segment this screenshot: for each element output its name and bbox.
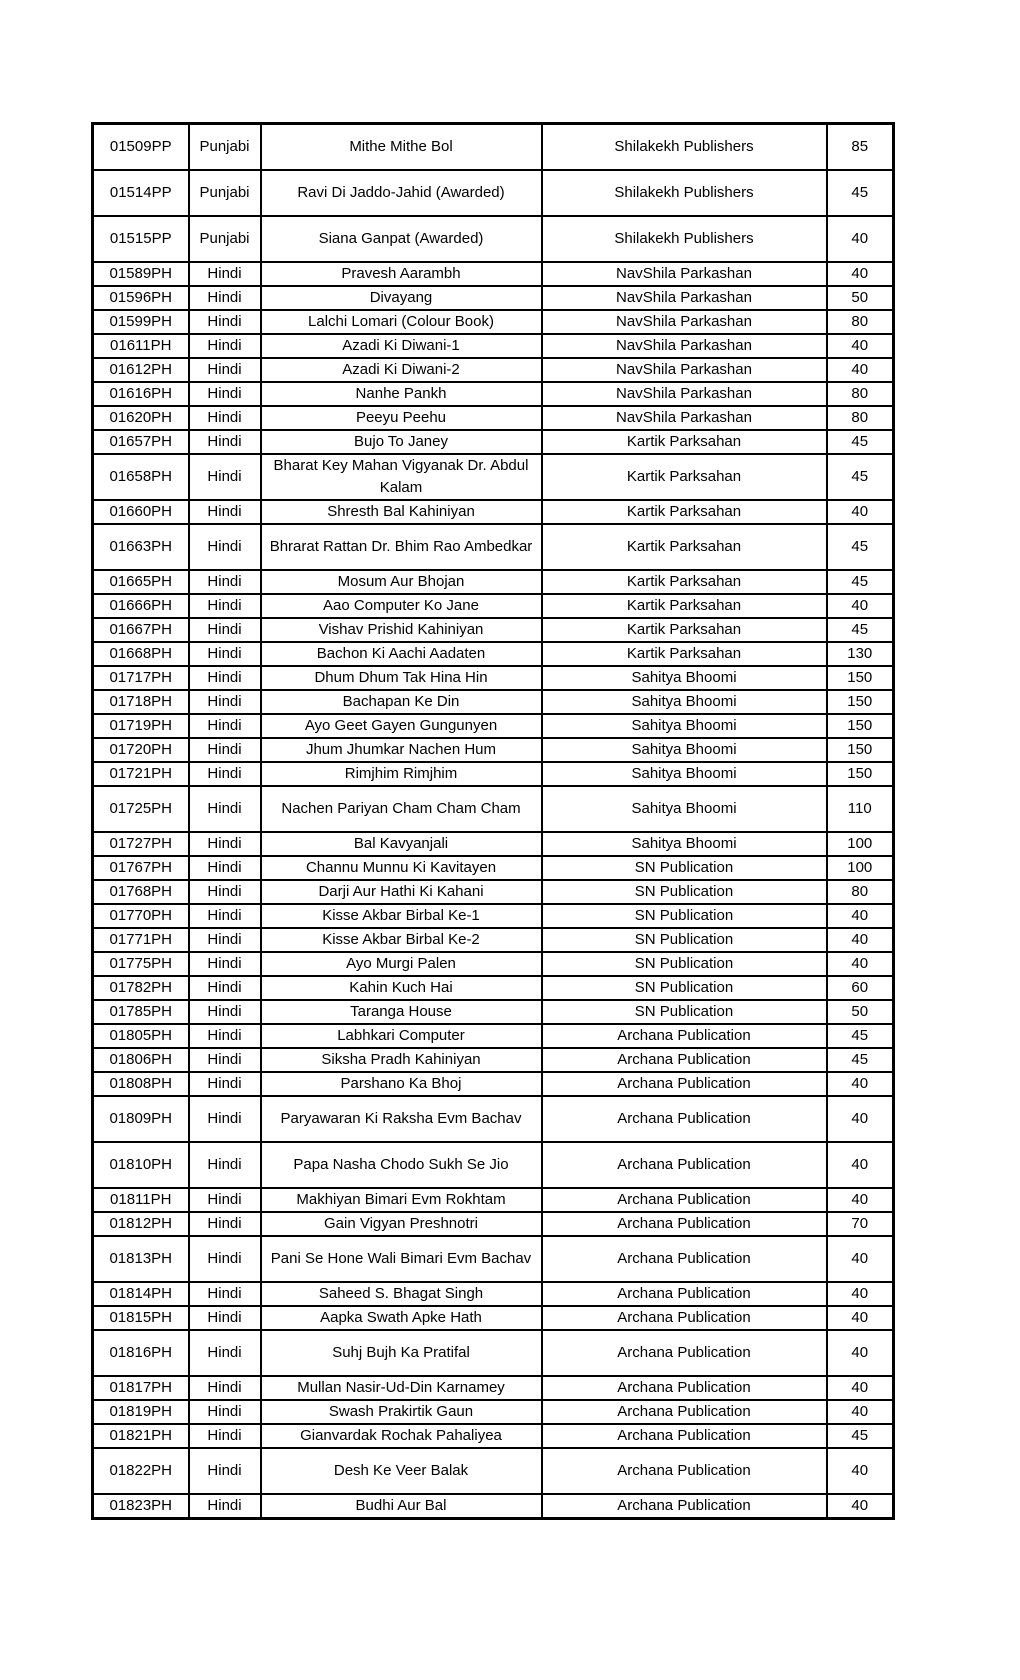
book-title-cell: Lalchi Lomari (Colour Book) <box>261 310 542 334</box>
price-cell: 45 <box>827 1048 894 1072</box>
book-title-cell: Aao Computer Ko Jane <box>261 594 542 618</box>
price-cell: 100 <box>827 832 894 856</box>
language-cell: Hindi <box>189 666 261 690</box>
table-row <box>93 976 894 1000</box>
book-code-cell: 01720PH <box>93 738 189 762</box>
language-cell: Punjabi <box>189 124 261 171</box>
price-cell: 100 <box>827 856 894 880</box>
table-row <box>93 1000 894 1024</box>
table-row <box>93 690 894 714</box>
book-code-cell: 01721PH <box>93 762 189 786</box>
table-row <box>93 570 894 594</box>
language-cell: Hindi <box>189 714 261 738</box>
language-cell: Hindi <box>189 524 261 570</box>
language-cell: Hindi <box>189 334 261 358</box>
price-cell: 45 <box>827 430 894 454</box>
book-code-cell: 01809PH <box>93 1096 189 1142</box>
publisher-cell: Sahitya Bhoomi <box>542 832 827 856</box>
price-cell: 40 <box>827 594 894 618</box>
language-cell: Hindi <box>189 1072 261 1096</box>
language-cell: Hindi <box>189 856 261 880</box>
language-cell: Hindi <box>189 310 261 334</box>
publisher-cell: Sahitya Bhoomi <box>542 762 827 786</box>
table-row <box>93 904 894 928</box>
publisher-cell: Kartik Parksahan <box>542 524 827 570</box>
price-cell: 70 <box>827 1212 894 1236</box>
publisher-cell: Archana Publication <box>542 1142 827 1188</box>
table-row <box>93 382 894 406</box>
language-cell: Hindi <box>189 382 261 406</box>
book-title-cell: Kahin Kuch Hai <box>261 976 542 1000</box>
price-cell: 150 <box>827 738 894 762</box>
publisher-cell: NavShila Parkashan <box>542 334 827 358</box>
publisher-cell: Archana Publication <box>542 1096 827 1142</box>
language-cell: Hindi <box>189 1306 261 1330</box>
table-row <box>93 1330 894 1376</box>
book-title-cell: Mullan Nasir-Ud-Din Karnamey <box>261 1376 542 1400</box>
book-code-cell: 01805PH <box>93 1024 189 1048</box>
book-title-cell: Mithe Mithe Bol <box>261 124 542 171</box>
table-row <box>93 880 894 904</box>
book-code-cell: 01768PH <box>93 880 189 904</box>
book-code-cell: 01822PH <box>93 1448 189 1494</box>
table-row <box>93 1096 894 1142</box>
language-cell: Hindi <box>189 1212 261 1236</box>
book-title-cell: Paryawaran Ki Raksha Evm Bachav <box>261 1096 542 1142</box>
publisher-cell: Shilakekh Publishers <box>542 124 827 171</box>
publisher-cell: NavShila Parkashan <box>542 406 827 430</box>
price-cell: 50 <box>827 1000 894 1024</box>
language-cell: Hindi <box>189 286 261 310</box>
price-cell: 45 <box>827 454 894 500</box>
price-cell: 40 <box>827 358 894 382</box>
price-cell: 60 <box>827 976 894 1000</box>
book-code-cell: 01817PH <box>93 1376 189 1400</box>
language-cell: Hindi <box>189 928 261 952</box>
publisher-cell: Archana Publication <box>542 1448 827 1494</box>
book-title-cell: Budhi Aur Bal <box>261 1494 542 1519</box>
book-code-cell: 01725PH <box>93 786 189 832</box>
price-cell: 110 <box>827 786 894 832</box>
book-title-cell: Saheed S. Bhagat Singh <box>261 1282 542 1306</box>
language-cell: Hindi <box>189 1024 261 1048</box>
book-title-cell: Darji Aur Hathi Ki Kahani <box>261 880 542 904</box>
publisher-cell: NavShila Parkashan <box>542 310 827 334</box>
price-cell: 45 <box>827 1424 894 1448</box>
publisher-cell: NavShila Parkashan <box>542 358 827 382</box>
book-code-cell: 01667PH <box>93 618 189 642</box>
publisher-cell: Sahitya Bhoomi <box>542 714 827 738</box>
book-title-cell: Desh Ke Veer Balak <box>261 1448 542 1494</box>
publisher-cell: Archana Publication <box>542 1188 827 1212</box>
publisher-cell: SN Publication <box>542 976 827 1000</box>
book-title-cell: Pani Se Hone Wali Bimari Evm Bachav <box>261 1236 542 1282</box>
publisher-cell: Archana Publication <box>542 1376 827 1400</box>
table-row <box>93 262 894 286</box>
book-title-cell: Bal Kavyanjali <box>261 832 542 856</box>
book-list-body <box>93 124 894 1519</box>
publisher-cell: Sahitya Bhoomi <box>542 690 827 714</box>
language-cell: Punjabi <box>189 216 261 262</box>
book-title-cell: Rimjhim Rimjhim <box>261 762 542 786</box>
book-code-cell: 01823PH <box>93 1494 189 1519</box>
book-code-cell: 01815PH <box>93 1306 189 1330</box>
publisher-cell: NavShila Parkashan <box>542 262 827 286</box>
book-title-cell: Azadi Ki Diwani-1 <box>261 334 542 358</box>
book-code-cell: 01589PH <box>93 262 189 286</box>
book-title-cell: Siksha Pradh Kahiniyan <box>261 1048 542 1072</box>
table-row <box>93 762 894 786</box>
price-cell: 40 <box>827 1330 894 1376</box>
price-cell: 40 <box>827 1400 894 1424</box>
publisher-cell: SN Publication <box>542 928 827 952</box>
book-code-cell: 01596PH <box>93 286 189 310</box>
book-title-cell: Bharat Key Mahan Vigyanak Dr. Abdul Kalam <box>261 454 542 500</box>
price-cell: 45 <box>827 1024 894 1048</box>
book-code-cell: 01657PH <box>93 430 189 454</box>
table-row <box>93 594 894 618</box>
book-title-cell: Bachapan Ke Din <box>261 690 542 714</box>
table-row <box>93 454 894 500</box>
price-cell: 45 <box>827 524 894 570</box>
book-title-cell: Suhj Bujh Ka Pratifal <box>261 1330 542 1376</box>
book-title-cell: Papa Nasha Chodo Sukh Se Jio <box>261 1142 542 1188</box>
book-code-cell: 01816PH <box>93 1330 189 1376</box>
language-cell: Hindi <box>189 406 261 430</box>
language-cell: Hindi <box>189 1448 261 1494</box>
publisher-cell: SN Publication <box>542 856 827 880</box>
table-row <box>93 832 894 856</box>
publisher-cell: Archana Publication <box>542 1424 827 1448</box>
price-cell: 40 <box>827 1448 894 1494</box>
book-title-cell: Peeyu Peehu <box>261 406 542 430</box>
table-row <box>93 500 894 524</box>
table-row <box>93 1142 894 1188</box>
table-row <box>93 170 894 216</box>
language-cell: Hindi <box>189 1096 261 1142</box>
price-cell: 40 <box>827 1188 894 1212</box>
publisher-cell: Archana Publication <box>542 1048 827 1072</box>
language-cell: Hindi <box>189 1188 261 1212</box>
price-cell: 150 <box>827 666 894 690</box>
book-title-cell: Nachen Pariyan Cham Cham Cham <box>261 786 542 832</box>
table-row <box>93 714 894 738</box>
book-code-cell: 01514PP <box>93 170 189 216</box>
language-cell: Hindi <box>189 262 261 286</box>
language-cell: Hindi <box>189 430 261 454</box>
language-cell: Hindi <box>189 1282 261 1306</box>
table-row <box>93 406 894 430</box>
book-title-cell: Shresth Bal Kahiniyan <box>261 500 542 524</box>
publisher-cell: SN Publication <box>542 1000 827 1024</box>
price-cell: 40 <box>827 1096 894 1142</box>
price-cell: 45 <box>827 618 894 642</box>
book-code-cell: 01658PH <box>93 454 189 500</box>
book-title-cell: Channu Munnu Ki Kavitayen <box>261 856 542 880</box>
price-cell: 80 <box>827 406 894 430</box>
book-code-cell: 01808PH <box>93 1072 189 1096</box>
publisher-cell: Kartik Parksahan <box>542 430 827 454</box>
book-title-cell: Divayang <box>261 286 542 310</box>
publisher-cell: Kartik Parksahan <box>542 500 827 524</box>
table-row <box>93 1048 894 1072</box>
book-code-cell: 01810PH <box>93 1142 189 1188</box>
language-cell: Hindi <box>189 1424 261 1448</box>
language-cell: Hindi <box>189 832 261 856</box>
book-code-cell: 01775PH <box>93 952 189 976</box>
language-cell: Hindi <box>189 738 261 762</box>
table-row <box>93 1188 894 1212</box>
book-code-cell: 01785PH <box>93 1000 189 1024</box>
language-cell: Hindi <box>189 1236 261 1282</box>
publisher-cell: SN Publication <box>542 904 827 928</box>
table-row <box>93 1494 894 1519</box>
language-cell: Hindi <box>189 358 261 382</box>
book-title-cell: Kisse Akbar Birbal Ke-1 <box>261 904 542 928</box>
price-cell: 50 <box>827 286 894 310</box>
table-row <box>93 856 894 880</box>
book-title-cell: Nanhe Pankh <box>261 382 542 406</box>
price-cell: 150 <box>827 762 894 786</box>
price-cell: 40 <box>827 500 894 524</box>
price-cell: 85 <box>827 124 894 171</box>
publisher-cell: Kartik Parksahan <box>542 618 827 642</box>
price-cell: 80 <box>827 310 894 334</box>
table-row <box>93 1448 894 1494</box>
book-list-table <box>91 122 895 1520</box>
table-row <box>93 1282 894 1306</box>
book-title-cell: Ayo Geet Gayen Gungunyen <box>261 714 542 738</box>
price-cell: 40 <box>827 1494 894 1519</box>
price-cell: 80 <box>827 382 894 406</box>
book-title-cell: Dhum Dhum Tak Hina Hin <box>261 666 542 690</box>
publisher-cell: NavShila Parkashan <box>542 286 827 310</box>
language-cell: Hindi <box>189 594 261 618</box>
publisher-cell: Sahitya Bhoomi <box>542 738 827 762</box>
table-row <box>93 1400 894 1424</box>
price-cell: 40 <box>827 952 894 976</box>
book-code-cell: 01665PH <box>93 570 189 594</box>
table-row <box>93 1236 894 1282</box>
price-cell: 40 <box>827 1306 894 1330</box>
book-title-cell: Swash Prakirtik Gaun <box>261 1400 542 1424</box>
publisher-cell: Archana Publication <box>542 1236 827 1282</box>
book-code-cell: 01515PP <box>93 216 189 262</box>
book-title-cell: Kisse Akbar Birbal Ke-2 <box>261 928 542 952</box>
book-title-cell: Bhrarat Rattan Dr. Bhim Rao Ambedkar <box>261 524 542 570</box>
book-code-cell: 01668PH <box>93 642 189 666</box>
table-row <box>93 928 894 952</box>
table-row <box>93 216 894 262</box>
price-cell: 45 <box>827 170 894 216</box>
book-code-cell: 01811PH <box>93 1188 189 1212</box>
language-cell: Hindi <box>189 1142 261 1188</box>
table-row <box>93 642 894 666</box>
publisher-cell: NavShila Parkashan <box>542 382 827 406</box>
book-code-cell: 01719PH <box>93 714 189 738</box>
price-cell: 40 <box>827 334 894 358</box>
publisher-cell: Archana Publication <box>542 1330 827 1376</box>
price-cell: 40 <box>827 928 894 952</box>
language-cell: Hindi <box>189 500 261 524</box>
table-row <box>93 430 894 454</box>
price-cell: 40 <box>827 1072 894 1096</box>
book-title-cell: Azadi Ki Diwani-2 <box>261 358 542 382</box>
book-code-cell: 01813PH <box>93 1236 189 1282</box>
book-title-cell: Aapka Swath Apke Hath <box>261 1306 542 1330</box>
book-title-cell: Bujo To Janey <box>261 430 542 454</box>
language-cell: Hindi <box>189 642 261 666</box>
table-row <box>93 618 894 642</box>
table-row <box>93 786 894 832</box>
publisher-cell: Archana Publication <box>542 1282 827 1306</box>
table-row <box>93 1072 894 1096</box>
table-row <box>93 1306 894 1330</box>
publisher-cell: Shilakekh Publishers <box>542 216 827 262</box>
price-cell: 40 <box>827 1142 894 1188</box>
table-row <box>93 358 894 382</box>
price-cell: 40 <box>827 1376 894 1400</box>
book-title-cell: Gain Vigyan Preshnotri <box>261 1212 542 1236</box>
publisher-cell: Archana Publication <box>542 1212 827 1236</box>
book-title-cell: Vishav Prishid Kahiniyan <box>261 618 542 642</box>
book-code-cell: 01509PP <box>93 124 189 171</box>
table-row <box>93 1424 894 1448</box>
book-title-cell: Makhiyan Bimari Evm Rokhtam <box>261 1188 542 1212</box>
price-cell: 150 <box>827 690 894 714</box>
book-code-cell: 01616PH <box>93 382 189 406</box>
table-row <box>93 310 894 334</box>
book-title-cell: Taranga House <box>261 1000 542 1024</box>
book-code-cell: 01770PH <box>93 904 189 928</box>
publisher-cell: Kartik Parksahan <box>542 642 827 666</box>
publisher-cell: Archana Publication <box>542 1306 827 1330</box>
price-cell: 45 <box>827 570 894 594</box>
book-title-cell: Labhkari Computer <box>261 1024 542 1048</box>
language-cell: Hindi <box>189 880 261 904</box>
book-title-cell: Jhum Jhumkar Nachen Hum <box>261 738 542 762</box>
publisher-cell: Archana Publication <box>542 1024 827 1048</box>
language-cell: Hindi <box>189 570 261 594</box>
book-title-cell: Siana Ganpat (Awarded) <box>261 216 542 262</box>
publisher-cell: Archana Publication <box>542 1400 827 1424</box>
publisher-cell: Kartik Parksahan <box>542 570 827 594</box>
language-cell: Hindi <box>189 952 261 976</box>
publisher-cell: Shilakekh Publishers <box>542 170 827 216</box>
publisher-cell: Sahitya Bhoomi <box>542 786 827 832</box>
book-code-cell: 01718PH <box>93 690 189 714</box>
language-cell: Hindi <box>189 690 261 714</box>
table-row <box>93 124 894 171</box>
book-code-cell: 01771PH <box>93 928 189 952</box>
table-row <box>93 334 894 358</box>
language-cell: Hindi <box>189 1376 261 1400</box>
language-cell: Hindi <box>189 618 261 642</box>
book-code-cell: 01814PH <box>93 1282 189 1306</box>
publisher-cell: Kartik Parksahan <box>542 594 827 618</box>
language-cell: Punjabi <box>189 170 261 216</box>
language-cell: Hindi <box>189 1494 261 1519</box>
language-cell: Hindi <box>189 762 261 786</box>
price-cell: 40 <box>827 1282 894 1306</box>
book-code-cell: 01821PH <box>93 1424 189 1448</box>
price-cell: 130 <box>827 642 894 666</box>
book-code-cell: 01782PH <box>93 976 189 1000</box>
price-cell: 40 <box>827 1236 894 1282</box>
publisher-cell: Archana Publication <box>542 1072 827 1096</box>
language-cell: Hindi <box>189 1048 261 1072</box>
language-cell: Hindi <box>189 454 261 500</box>
price-cell: 150 <box>827 714 894 738</box>
book-title-cell: Ayo Murgi Palen <box>261 952 542 976</box>
language-cell: Hindi <box>189 1000 261 1024</box>
book-code-cell: 01660PH <box>93 500 189 524</box>
book-title-cell: Gianvardak Rochak Pahaliyea <box>261 1424 542 1448</box>
language-cell: Hindi <box>189 786 261 832</box>
book-code-cell: 01717PH <box>93 666 189 690</box>
table-row <box>93 1212 894 1236</box>
book-code-cell: 01819PH <box>93 1400 189 1424</box>
book-code-cell: 01620PH <box>93 406 189 430</box>
table-row <box>93 1024 894 1048</box>
book-title-cell: Bachon Ki Aachi Aadaten <box>261 642 542 666</box>
book-code-cell: 01611PH <box>93 334 189 358</box>
language-cell: Hindi <box>189 976 261 1000</box>
publisher-cell: SN Publication <box>542 880 827 904</box>
table-row <box>93 738 894 762</box>
language-cell: Hindi <box>189 1400 261 1424</box>
price-cell: 40 <box>827 262 894 286</box>
price-cell: 40 <box>827 904 894 928</box>
table-row <box>93 286 894 310</box>
book-title-cell: Pravesh Aarambh <box>261 262 542 286</box>
table-row <box>93 666 894 690</box>
book-code-cell: 01812PH <box>93 1212 189 1236</box>
table-row <box>93 1376 894 1400</box>
book-code-cell: 01599PH <box>93 310 189 334</box>
book-code-cell: 01727PH <box>93 832 189 856</box>
publisher-cell: Archana Publication <box>542 1494 827 1519</box>
price-cell: 40 <box>827 216 894 262</box>
table-row <box>93 524 894 570</box>
book-code-cell: 01612PH <box>93 358 189 382</box>
book-code-cell: 01663PH <box>93 524 189 570</box>
book-code-cell: 01806PH <box>93 1048 189 1072</box>
publisher-cell: Kartik Parksahan <box>542 454 827 500</box>
publisher-cell: Sahitya Bhoomi <box>542 666 827 690</box>
book-code-cell: 01666PH <box>93 594 189 618</box>
book-title-cell: Mosum Aur Bhojan <box>261 570 542 594</box>
price-cell: 80 <box>827 880 894 904</box>
language-cell: Hindi <box>189 904 261 928</box>
book-title-cell: Parshano Ka Bhoj <box>261 1072 542 1096</box>
book-title-cell: Ravi Di Jaddo-Jahid (Awarded) <box>261 170 542 216</box>
language-cell: Hindi <box>189 1330 261 1376</box>
table-row <box>93 952 894 976</box>
book-code-cell: 01767PH <box>93 856 189 880</box>
publisher-cell: SN Publication <box>542 952 827 976</box>
